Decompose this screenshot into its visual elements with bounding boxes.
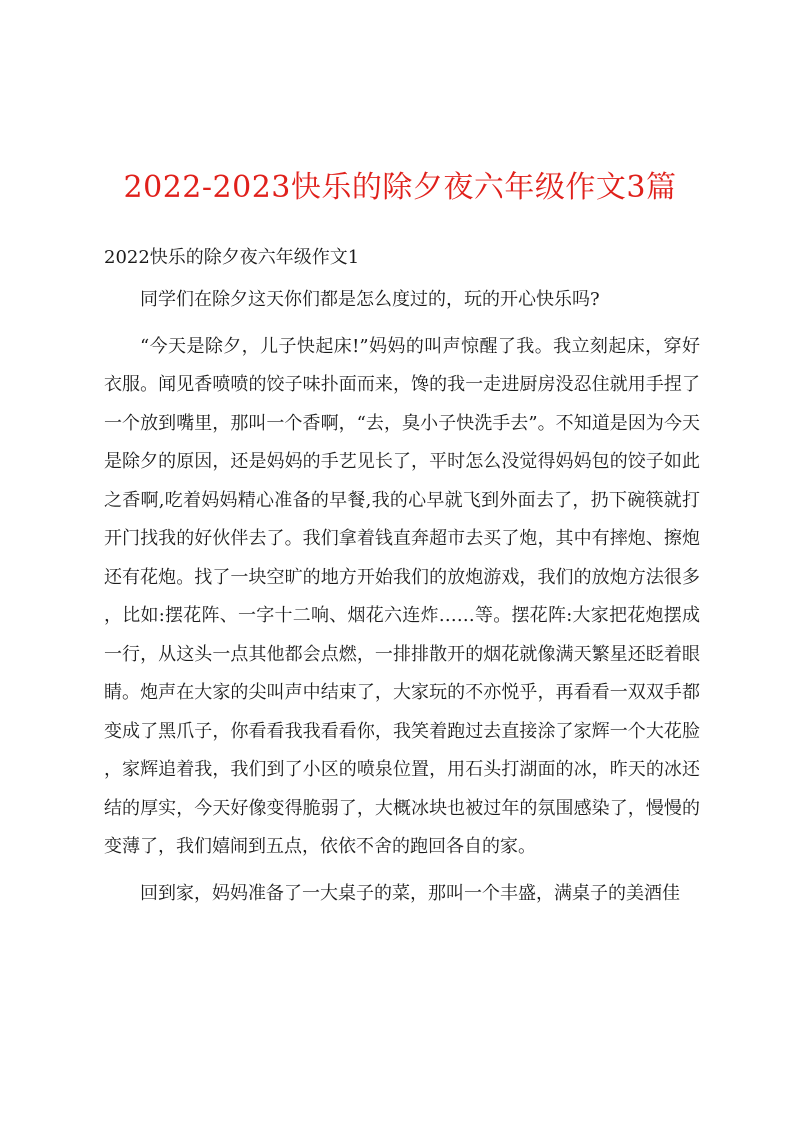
body-text — [104, 281, 700, 913]
section-heading: 2022快乐的除夕夜六年级作文1 — [104, 247, 360, 268]
paragraph-main: “今天是除夕，儿子快起床!”妈妈的叫声惊醒了我。我立刻起床，穿好衣服。闻见香喷喷的饺子味扑面而来，馋的我一走进厨房没忍住就用手捏了一个放到嘴里，那叫一个香啊，“去，臭小子快洗手去”。不知道是因为今天是除夕的原因，还是妈妈的手艺见长了，平时怎么没觉得妈妈包的饺子如此之香啊,吃着妈妈精心准备的早餐,我的心早就飞到外面去了，扔下碗筷就打开门找我的好伙伴去了。我们拿着钱直奔超市去买了炮，其中有摔炮、擦炮还有花炮。找了一块空旷的地方开始我们的放炮游戏，我们的放炮方法很多，比如:摆花阵、一字十二响、烟花六连炸……等。摆花阵:大家把花炮摆成一行，从这头一点其他都会点燃，一排排散开的烟花就像满天繁星还眨着眼睛。炮声在大家的尖叫声中结束了，大家玩的不亦悦乎，再看看一双双手都变成了黑爪子，你看看我我看看你，我笑着跑过去直接涂了家辉一个大花脸，家辉追着我，我们到了小区的喷泉位置，用石头打湖面的冰，昨天的冰还结的厚实，今天好像变得脆弱了，大概冰块也被过年的氛围感染了，慢慢的变薄了，我们嬉闹到五点，依依不舍的跑回各自的家。 — [104, 335, 700, 857]
document-title: 2022-2023快乐的除夕夜六年级作文3篇 — [123, 170, 677, 205]
paragraph-dinner: 回到家，妈妈准备了一大桌子的菜，那叫一个丰盛，满桌子的美酒佳 — [140, 882, 680, 904]
paragraph-intro: 同学们在除夕这天你们都是怎么度过的，玩的开心快乐吗? — [140, 289, 600, 310]
